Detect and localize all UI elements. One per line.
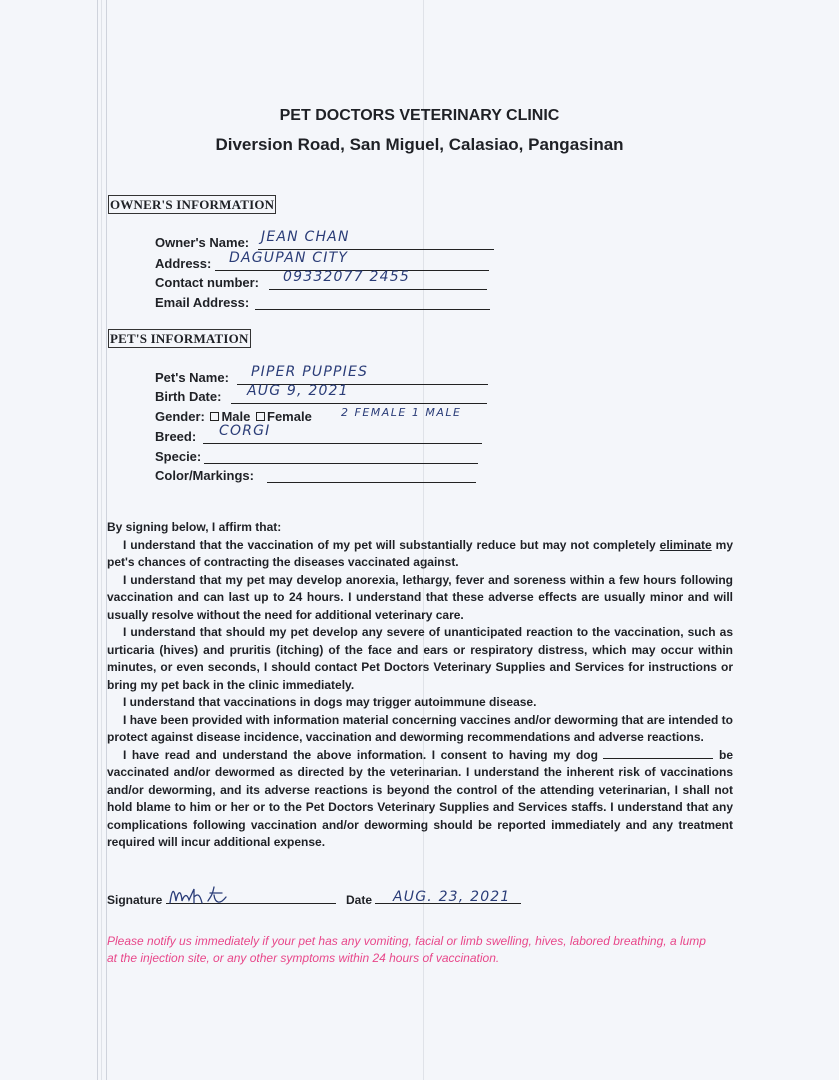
consent-paragraph: I understand that the vaccination of my pet will substantially reduce but may not completely eliminate my pet's chances of contracting the diseases vaccinated against. bbox=[107, 537, 733, 569]
color-markings-field[interactable] bbox=[155, 466, 500, 485]
contact-number-value: 09332077 2455 bbox=[283, 269, 410, 285]
birth-date-value: AUG 9, 2021 bbox=[247, 383, 349, 399]
consent-paragraph: I have read and understand the above information. I consent to having my dog be vaccinated and/or dewormed as directed by the veterinarian. I understand the inherent risk of vaccinations and/or deworming, and its adverse reactions is beyond the control of the attending veterinarian, I shall not hold blame to him or her or to the Pet Doctors Veterinary Supplies and Services staffs. I understand that any complications following vaccination and/or deworming should be reported immediately and any treatment required will incur additional expense. bbox=[107, 747, 733, 849]
specie-label: Specie: bbox=[155, 449, 202, 464]
post-vaccination-notice: Please notify us immediately if your pet has any vomiting, facial or limb swelling, hives, labored breathing, a lump at the injection site, or any other symptoms within 24 hours of vaccination. bbox=[107, 934, 706, 965]
female-label: Female bbox=[267, 409, 312, 424]
email-field[interactable] bbox=[155, 293, 500, 312]
pet-name-value: PIPER PUPPIES bbox=[251, 364, 369, 380]
female-checkbox[interactable] bbox=[256, 412, 265, 421]
signature-label: Signature bbox=[107, 893, 163, 907]
specie-line bbox=[204, 463, 478, 464]
color-markings-label: Color/Markings: bbox=[155, 468, 254, 483]
clinic-address: Diversion Road, San Miguel, Calasiao, Pangasinan bbox=[215, 135, 624, 154]
scan-line bbox=[97, 0, 98, 1080]
date-value: AUG. 23, 2021 bbox=[393, 889, 511, 905]
handwritten-signature bbox=[168, 883, 248, 909]
email-label: Email Address: bbox=[155, 295, 250, 310]
address-value: DAGUPAN CITY bbox=[229, 250, 349, 266]
clinic-name: PET DOCTORS VETERINARY CLINIC bbox=[279, 107, 560, 124]
email-line bbox=[255, 309, 490, 310]
breed-line bbox=[203, 443, 482, 444]
date-label: Date bbox=[346, 893, 373, 907]
consent-paragraph: I have been provided with information material concerning vaccines and/or deworming that are intended to protect against disease incidence, vaccination and deworming recommendations and adverse reactions. bbox=[107, 712, 733, 744]
consent-paragraph: I understand that vaccinations in dogs may trigger autoimmune disease. bbox=[123, 695, 537, 709]
contact-number-field[interactable] bbox=[155, 269, 500, 292]
male-label: Male bbox=[221, 409, 251, 424]
address-label: Address: bbox=[155, 256, 212, 271]
consent-text bbox=[107, 519, 733, 852]
consent-paragraph: I understand that my pet may develop anorexia, lethargy, fever and soreness within a few hours following vaccination and can last up to 24 hours. I understand that these adverse effects are usually minor and will usually resolve without the need for additional veterinary care. bbox=[107, 572, 733, 622]
breed-value: CORGI bbox=[219, 423, 271, 439]
consent-intro: By signing below, I affirm that: bbox=[107, 520, 282, 534]
gender-field bbox=[155, 407, 500, 426]
gender-note: 2 FEMALE 1 MALE bbox=[341, 406, 462, 419]
male-checkbox[interactable] bbox=[210, 412, 219, 421]
underlined-word: eliminate bbox=[659, 537, 712, 552]
color-markings-line bbox=[267, 482, 476, 483]
owner-name-value: JEAN CHAN bbox=[261, 229, 350, 245]
owner-section-title: OWNER'S INFORMATION bbox=[110, 197, 275, 212]
gender-label: Gender: bbox=[155, 409, 205, 424]
scan-line bbox=[101, 0, 102, 1080]
specie-field[interactable] bbox=[155, 447, 500, 466]
consent-paragraph: I understand that should my pet develop any severe of unanticipated reaction to the vaccination, such as urticaria (hives) and pruritis (itching) of the face and ears or respiratory distress, which may occur within minutes, or even seconds, I should contact Pet Doctors Veterinary Supplies and Services for instructions or bring my pet back in the clinic immediately. bbox=[107, 625, 733, 692]
dog-name-blank[interactable] bbox=[603, 748, 713, 759]
owner-name-label: Owner's Name: bbox=[155, 235, 250, 250]
contact-number-line bbox=[269, 289, 487, 290]
birth-date-line bbox=[231, 403, 487, 404]
breed-field[interactable] bbox=[155, 423, 500, 446]
breed-label: Breed: bbox=[155, 429, 197, 444]
contact-number-label: Contact number: bbox=[155, 275, 259, 290]
pet-name-label: Pet's Name: bbox=[155, 370, 229, 385]
birth-date-field[interactable] bbox=[155, 383, 500, 406]
pet-section-title: PET'S INFORMATION bbox=[110, 331, 249, 346]
birth-date-label: Birth Date: bbox=[155, 389, 222, 404]
